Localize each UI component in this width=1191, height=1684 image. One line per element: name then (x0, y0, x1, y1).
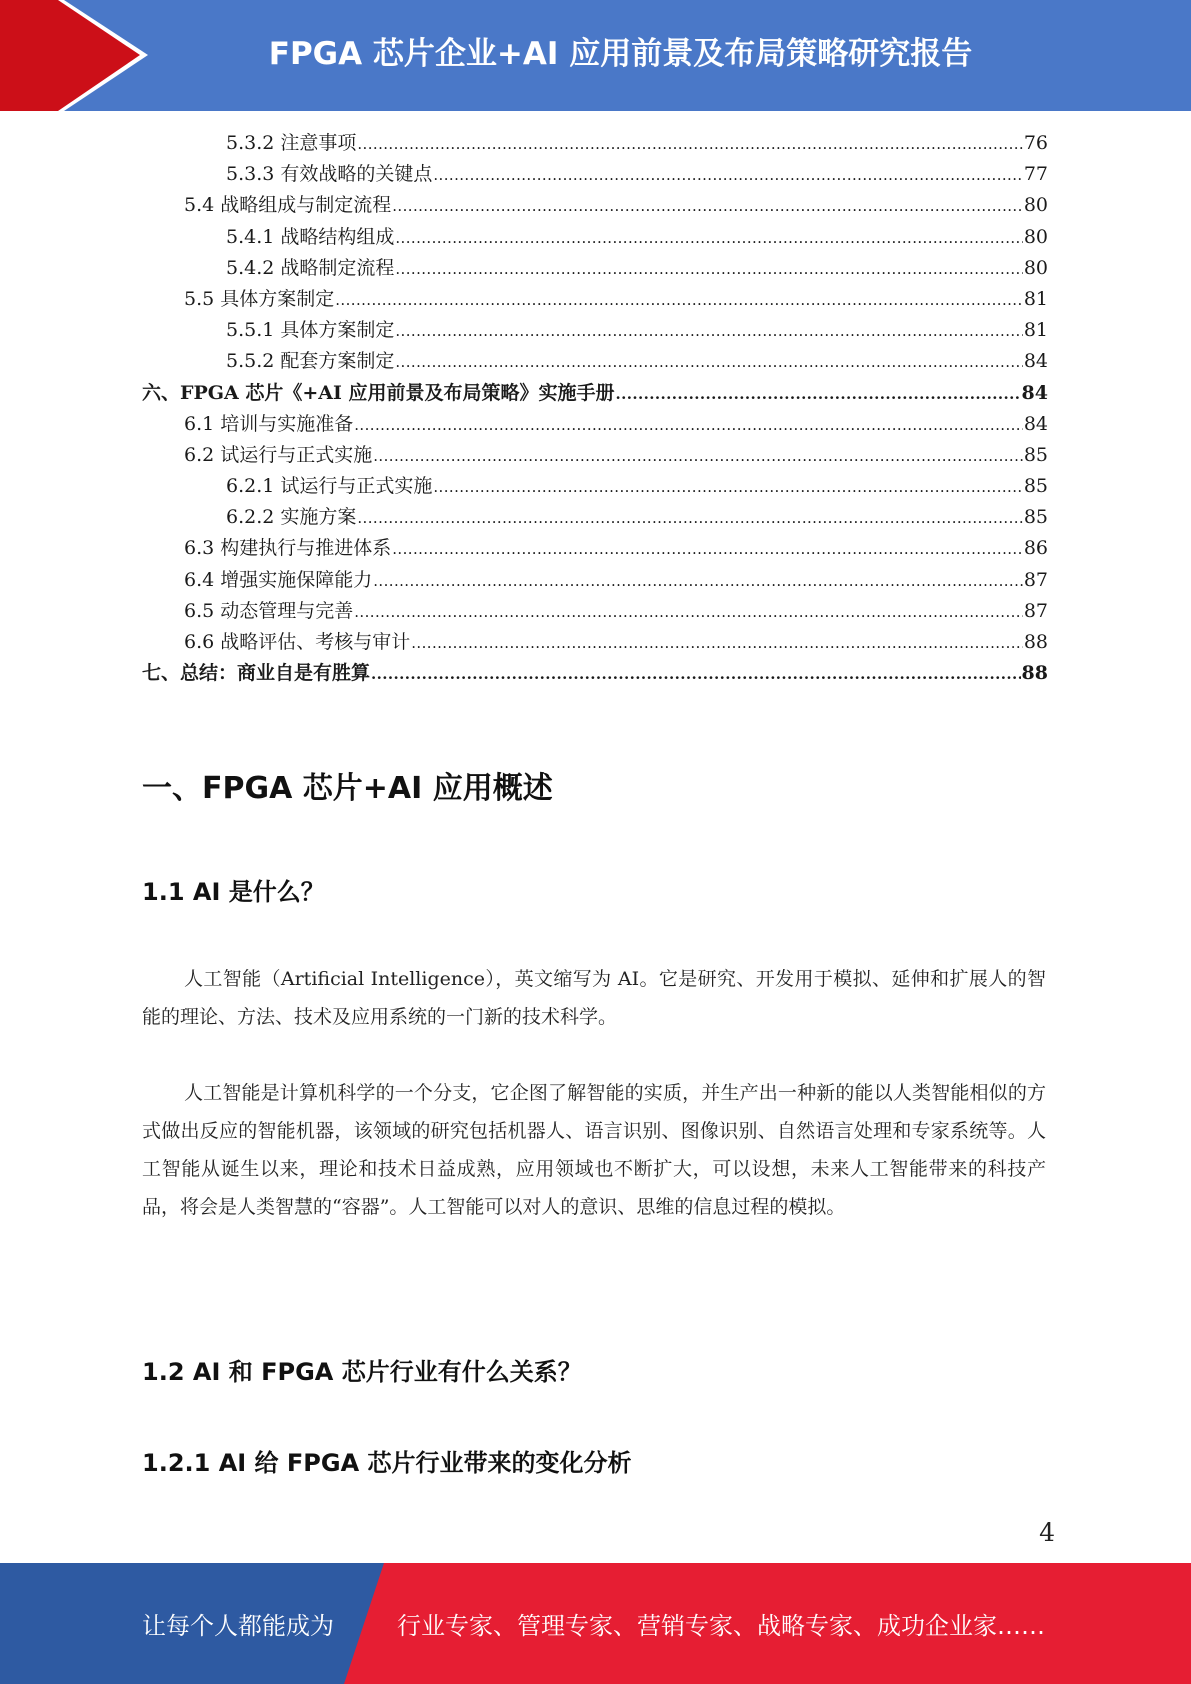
toc-leader-dots (373, 441, 1023, 472)
toc-entry-label: 5.5 具体方案制定 (184, 287, 335, 310)
toc-entry-page: 87 (1023, 568, 1048, 591)
page-footer (0, 1563, 1191, 1684)
toc-entry[interactable] (142, 222, 1048, 253)
footer-slogan-left: 让每个人都能成为 (142, 1612, 334, 1640)
toc-leader-dots (354, 597, 1023, 628)
toc-entry[interactable] (142, 159, 1048, 190)
toc-entry[interactable] (142, 533, 1048, 564)
toc-leader-dots (433, 160, 1022, 191)
footer-slogan-right: 行业专家、管理专家、营销专家、战略专家、成功企业家…… (397, 1612, 1045, 1640)
section-heading: 1.2 AI 和 FPGA 芯片行业有什么关系？ (142, 1358, 582, 1386)
toc-entry[interactable] (142, 346, 1048, 377)
toc-leader-dots (357, 129, 1022, 160)
toc-entry-label: 6.1 培训与实施准备 (184, 412, 354, 435)
toc-entry-label: 5.3.3 有效战略的关键点 (226, 163, 433, 186)
toc-entry-label: 6.2.1 试运行与正式实施 (226, 475, 433, 498)
table-of-contents (142, 128, 1048, 689)
toc-leader-dots (411, 628, 1023, 659)
toc-entry-label: 六、FPGA 芯片《+AI 应用前景及布局策略》实施手册 (142, 381, 615, 404)
toc-leader-dots (373, 566, 1023, 597)
toc-leader-dots (395, 223, 1022, 254)
toc-entry-page: 86 (1023, 537, 1048, 560)
toc-leader-dots (433, 472, 1022, 503)
toc-entry[interactable] (142, 190, 1048, 221)
toc-entry[interactable] (142, 253, 1048, 284)
toc-entry-page: 85 (1023, 506, 1048, 529)
toc-leader-dots (395, 254, 1022, 285)
chevron-red (0, 0, 140, 111)
chapter-heading: 一、FPGA 芯片+AI 应用概述 (142, 771, 553, 806)
toc-entry[interactable] (142, 627, 1048, 658)
toc-entry-label: 5.3.2 注意事项 (226, 132, 357, 154)
toc-leader-dots (392, 191, 1023, 222)
toc-entry[interactable] (142, 471, 1048, 502)
toc-leader-dots (392, 534, 1023, 565)
toc-chapter-entry[interactable] (142, 658, 1048, 689)
toc-entry[interactable] (142, 315, 1048, 346)
toc-entry-page: 84 (1023, 350, 1048, 373)
body-paragraph: 人工智能（Artificial Intelligence），英文缩写为 AI。它是研究、开发用于模拟、延伸和扩展人的智能的理论、方法、技术及应用系统的一门新的技术科学。 (142, 968, 1046, 1028)
toc-entry[interactable] (142, 284, 1048, 315)
toc-leader-dots (395, 347, 1022, 378)
page-number: 4 (1039, 1518, 1055, 1547)
toc-entry-label: 5.4.2 战略制定流程 (226, 256, 395, 279)
toc-entry-page: 80 (1023, 256, 1048, 279)
toc-leader-dots (335, 285, 1023, 316)
toc-entry-page: 81 (1023, 319, 1048, 342)
toc-entry-label: 6.5 动态管理与完善 (184, 599, 354, 622)
toc-entry-label: 七、总结：商业自是有胜算 (142, 662, 371, 685)
toc-entry-label: 5.4.1 战略结构组成 (226, 225, 395, 248)
toc-chapter-entry[interactable] (142, 378, 1048, 409)
toc-entry-page: 88 (1021, 662, 1048, 685)
toc-entry-page: 87 (1023, 599, 1048, 622)
toc-entry-page: 80 (1023, 225, 1048, 248)
toc-entry-page: 80 (1023, 194, 1048, 217)
subsection-heading: 1.2.1 AI 给 FPGA 芯片行业带来的变化分析 (142, 1449, 632, 1477)
toc-leader-dots (616, 379, 1021, 410)
toc-leader-dots (354, 410, 1023, 441)
toc-entry-label: 5.4 战略组成与制定流程 (184, 194, 392, 217)
toc-entry[interactable] (142, 596, 1048, 627)
toc-entry-label: 6.2.2 实施方案 (226, 506, 357, 529)
section-heading: 1.1 AI 是什么？ (142, 878, 325, 906)
header-title: FPGA 芯片企业+AI 应用前景及布局策略研究报告 (268, 36, 973, 72)
toc-entry-page: 84 (1021, 381, 1048, 404)
toc-entry-label: 6.6 战略评估、考核与审计 (184, 631, 411, 653)
toc-leader-dots (357, 503, 1022, 534)
toc-entry-label: 5.5.2 配套方案制定 (226, 350, 395, 373)
toc-entry-page: 77 (1023, 163, 1048, 186)
toc-leader-dots (371, 659, 1021, 690)
toc-entry[interactable] (142, 502, 1048, 533)
toc-entry[interactable] (142, 409, 1048, 440)
toc-entry-label: 5.5.1 具体方案制定 (226, 319, 395, 342)
toc-entry-page: 85 (1023, 475, 1048, 498)
toc-entry-page: 76 (1023, 132, 1048, 154)
toc-entry-page: 81 (1023, 287, 1048, 310)
toc-entry-page: 88 (1023, 631, 1048, 653)
toc-entry-page: 85 (1023, 443, 1048, 466)
page-header (0, 0, 1191, 111)
toc-entry-page: 84 (1023, 412, 1048, 435)
header-chevron-decoration (0, 0, 160, 111)
toc-entry-label: 6.4 增强实施保障能力 (184, 568, 373, 591)
body-paragraph: 人工智能是计算机科学的一个分支，它企图了解智能的实质，并生产出一种新的能以人类智能相似的方式做出反应的智能机器，该领域的研究包括机器人、语言识别、图像识别、自然语言处理和专家系统等。人工智能从诞生以来，理论和技术日益成熟，应用领域也不断扩大，可以设想，未来人工智能带来的科技产品，将会是人类智慧的“容器”。人工智能可以对人的意识、思维的信息过程的模拟。 (142, 1082, 1046, 1218)
toc-entry[interactable] (142, 565, 1048, 596)
toc-entry-label: 6.3 构建执行与推进体系 (184, 537, 392, 560)
toc-leader-dots (395, 316, 1022, 347)
toc-entry[interactable] (142, 440, 1048, 471)
toc-entry[interactable] (142, 128, 1048, 159)
toc-entry-label: 6.2 试运行与正式实施 (184, 443, 373, 466)
